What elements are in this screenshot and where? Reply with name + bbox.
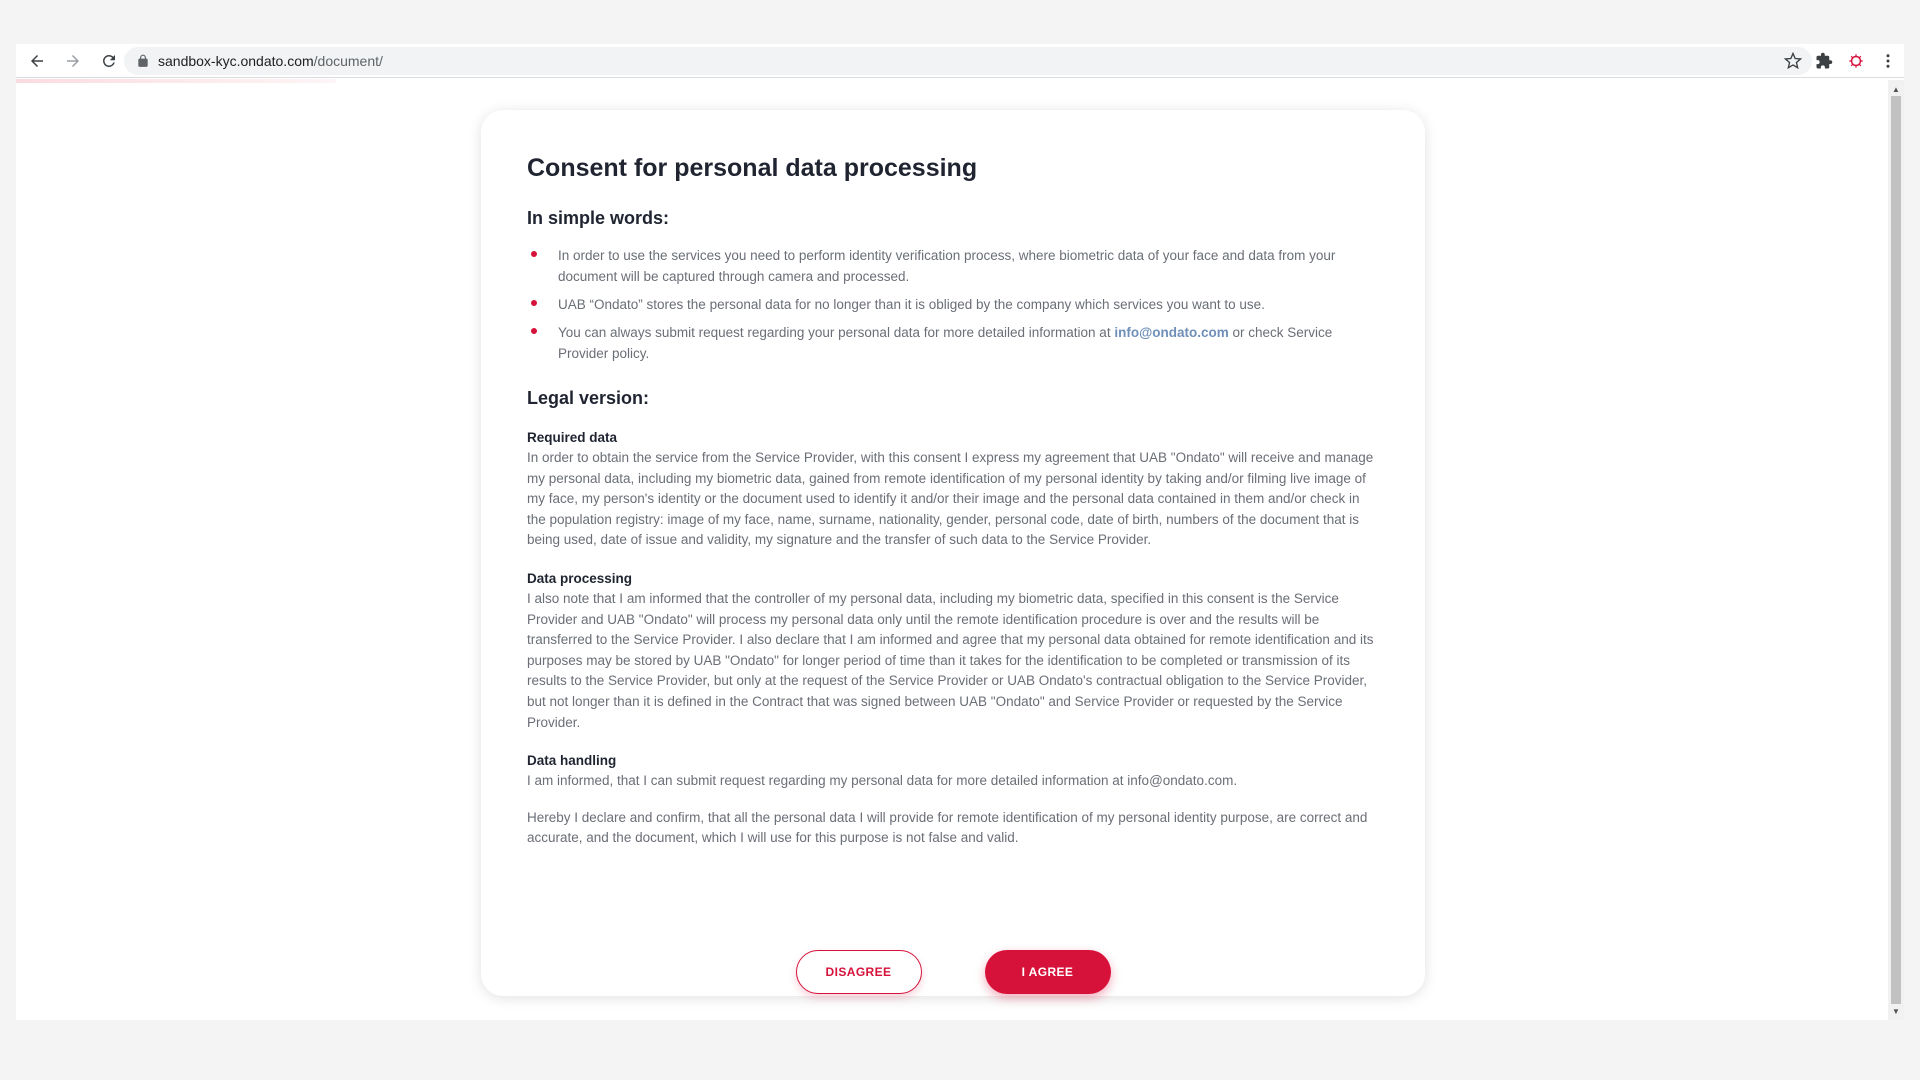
agree-button[interactable]: I AGREE (985, 950, 1111, 994)
bullet-text: In order to use the services you need to perform identity verification process, where biometric data of your face and data from your document will be captured through camera and processed. (558, 248, 1336, 284)
disagree-button[interactable]: DISAGREE (796, 950, 922, 994)
list-item (527, 294, 1379, 315)
list-item (527, 245, 1379, 287)
declaration-text: Hereby I declare and confirm, that all the personal data I will provide for remote identification of my personal identity purpose, are correct and accurate, and the document, which I will use for this purpose is not false and valid. (527, 809, 1368, 846)
required-data-text: In order to obtain the service from the Service Provider, with this consent I express my agreement that UAB "Ondato" will receive and manage my personal data, including my biometric data, gained from remote identification of my personal identity by taking and/or filming live image of my face, my person's identity or the document used to identify it and/or their image and the personal data contained in them and/or check in the population registry: image of my face, name, surname, nationality, gender, personal code, date of birth, numbers of the document that is being used, date of issue and validity, my signature and the transfer of such data to the Service Provider. (527, 450, 1374, 548)
reload-button[interactable] (94, 46, 124, 76)
data-handling-text: I am informed, that I can submit request regarding my personal data for more detailed information at info@ondato.com. (527, 773, 1238, 789)
extensions-icon (1815, 52, 1833, 70)
more-menu-icon (1879, 52, 1897, 70)
address-bar[interactable] (124, 47, 1812, 75)
legal-version-heading: Legal version: (527, 388, 650, 408)
scrollbar[interactable] (1888, 80, 1904, 1020)
url-path: /document/ (313, 53, 383, 69)
data-processing-text: I also note that I am informed that the controller of my personal data, including my biometric data, specified in this consent is the Service Provider and UAB "Ondato" will process my personal data only until the remote identification procedure is over and the results will be transferred to the Service Provider. I also declare that I am informed and agree that my personal data obtained for remote identification and its purposes may be stored by UAB "Ondato" for longer period of time than it takes for the identification to be completed or transmission of its results to the Service Provider, but only at the request of the Service Provider or UAB Ondato's contractual obligation to the Service Provider, but not longer than it is defined in the Contract that was signed between UAB "Ondato" and Service Provider or requested by the Service Provider. (527, 590, 1374, 730)
consent-card (481, 110, 1425, 996)
extensions-button[interactable] (1808, 45, 1840, 77)
extension-badge-icon (1847, 52, 1865, 70)
url-host: sandbox-kyc.ondato.com (158, 53, 314, 69)
required-data-heading: Required data (527, 430, 618, 445)
consent-actions (481, 950, 1425, 994)
browser-window (16, 44, 1904, 1020)
back-button[interactable] (22, 46, 52, 76)
scroll-thumb[interactable] (1891, 96, 1901, 1004)
browser-toolbar (16, 44, 1904, 78)
bullet-dot-icon (531, 251, 537, 257)
bullet-text-post: or check Service Provider policy. (558, 325, 1333, 361)
scroll-down-arrow-icon[interactable]: ▼ (1892, 1006, 1900, 1016)
toolbar-actions (1808, 44, 1904, 78)
page-load-indicator (16, 79, 336, 83)
forward-arrow-icon (64, 52, 82, 70)
forward-button[interactable] (58, 46, 88, 76)
back-arrow-icon (28, 52, 46, 70)
scroll-up-arrow-icon[interactable]: ▲ (1892, 84, 1900, 94)
lock-icon (136, 54, 150, 68)
extension-badge-button[interactable] (1840, 45, 1872, 77)
bullet-dot-icon (531, 300, 537, 306)
page-title: Consent for personal data processing (527, 154, 978, 182)
list-item (527, 322, 1379, 364)
simple-words-list (527, 245, 1379, 364)
data-processing-heading: Data processing (527, 570, 633, 586)
data-handling-heading: Data handling (527, 753, 617, 769)
star-icon[interactable] (1784, 52, 1802, 70)
reload-icon (100, 52, 118, 70)
bullet-text-pre: You can always submit request regarding your personal data for more detailed information at (558, 325, 1115, 340)
email-link[interactable]: info@ondato.com (1114, 325, 1229, 340)
simple-words-heading: In simple words: (527, 208, 670, 228)
bullet-text: UAB “Ondato” stores the personal data for no longer than it is obliged by the company which services you want to use. (558, 297, 1265, 312)
more-menu-button[interactable] (1872, 45, 1904, 77)
bullet-dot-icon (531, 328, 537, 334)
